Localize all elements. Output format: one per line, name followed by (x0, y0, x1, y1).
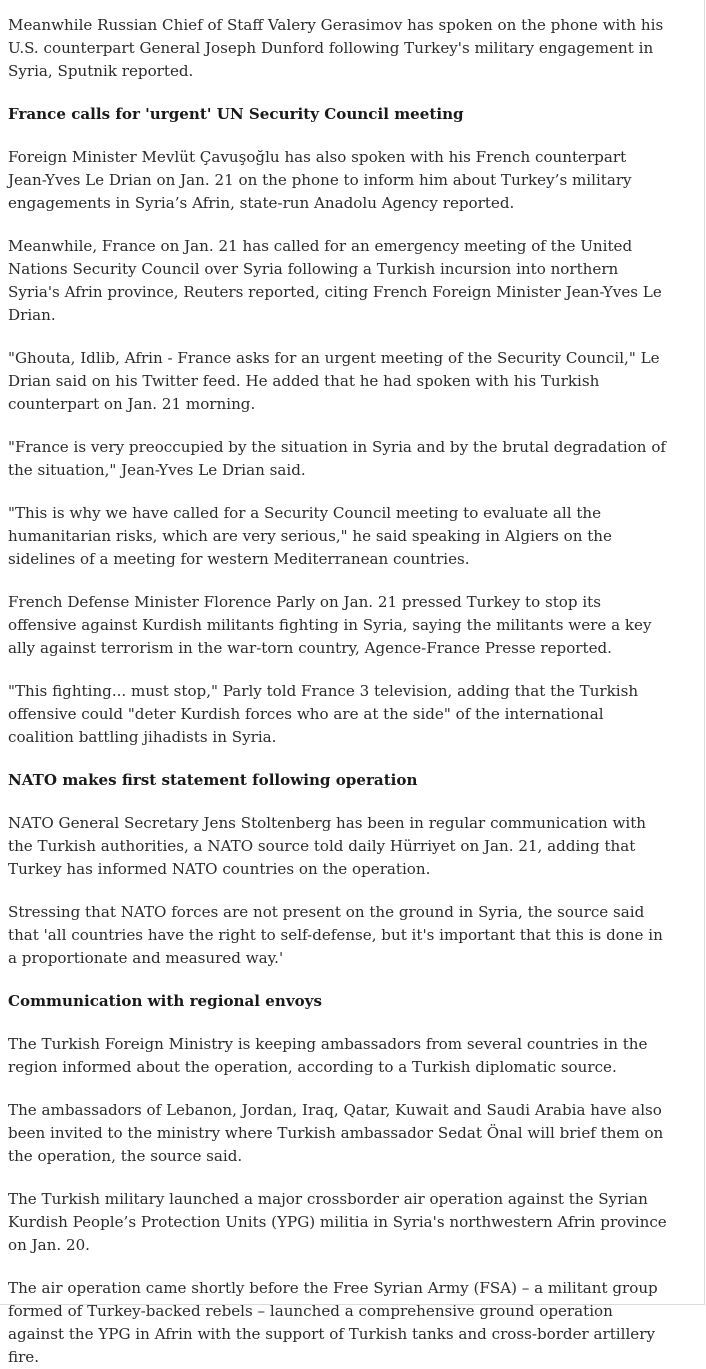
paragraph-foreign-ministry: The Turkish Foreign Ministry is keeping ambassadors from several countries in the region informed about the operation, according to a Turkish diplomatic source. (8, 1035, 648, 1076)
paragraph-stoltenberg: NATO General Secretary Jens Stoltenberg has been in regular communication with the Turkish authorities, a NATO source told daily Hürriyet on Jan. 21, adding that Turkey has informed NATO countries on the operation. (8, 814, 646, 878)
subheading-regional-envoys: Communication with regional envoys (8, 992, 322, 1010)
paragraph-le-drian-quote: "France is very preoccupied by the situation in Syria and by the brutal degradation of the situation," Jean-Yves Le Drian said. (8, 438, 667, 479)
subheading-france-un-meeting: France calls for 'urgent' UN Security Council meeting (8, 105, 464, 123)
paragraph-algiers-quote: "This is why we have called for a Security Council meeting to evaluate all the humanitarian risks, which are very serious," he said speaking in Algiers on the sidelines of a meeting for western Mediterranean countries. (8, 504, 612, 568)
subheading-nato-statement: NATO makes first statement following operation (8, 771, 418, 789)
paragraph-fsa-ground-operation: The air operation came shortly before the Free Syrian Army (FSA) – a militant group formed of Turkey-backed rebels – launched a comprehensive ground operation against the YPG in Afrin with the support of Turkish tanks and cross-border artillery fire. (8, 1279, 658, 1366)
paragraph-le-drian-twitter: "Ghouta, Idlib, Afrin - France asks for an urgent meeting of the Security Council," Le Drian said on his Twitter feed. He added that he had spoken with his Turkish counterpart on Jan. 21 morning. (8, 349, 660, 413)
paragraph-parly-quote: "This fighting... must stop," Parly told France 3 television, adding that the Turkish offensive could "deter Kurdish forces who are at the side" of the international coalition battling jihadists in Syria. (8, 682, 639, 746)
paragraph-parly-offensive: French Defense Minister Florence Parly on Jan. 21 pressed Turkey to stop its offensive against Kurdish militants fighting in Syria, saying the militants were a key ally against terrorism in the war-torn country, Agence-France Presse reported. (8, 593, 652, 657)
paragraph-nato-self-defense: Stressing that NATO forces are not present on the ground in Syria, the source said that 'all countries have the right to self-defense, but it's important that this is done in a proportionate and measured way.' (8, 903, 663, 967)
paragraph-ambassadors: The ambassadors of Lebanon, Jordan, Iraq, Qatar, Kuwait and Saudi Arabia have also been invited to the ministry where Turkish ambassador Sedat Önal will brief them on the operation, the source said. (8, 1101, 664, 1165)
paragraph-cavusoglu-call: Foreign Minister Mevlüt Çavuşoğlu has also spoken with his French counterpart Jean-Yves Le Drian on Jan. 21 on the phone to inform him about Turkey’s military engagements in Syria’s Afrin, state-run Anadolu Agency reported. (8, 148, 632, 212)
paragraph-gerasimov-call: Meanwhile Russian Chief of Staff Valery Gerasimov has spoken on the phone with his U.S. counterpart General Joseph Dunford following Turkey's military engagement in Syria, Sputnik reported. (8, 16, 664, 80)
paragraph-air-operation: The Turkish military launched a major crossborder air operation against the Syrian Kurdish People’s Protection Units (YPG) militia in Syria's northwestern Afrin province on Jan. 20. (8, 1190, 667, 1254)
paragraph-france-emergency-meeting: Meanwhile, France on Jan. 21 has called for an emergency meeting of the United Nations Security Council over Syria following a Turkish incursion into northern Syria's Afrin province, Reuters reported, citing French Foreign Minister Jean-Yves Le Drian. (8, 237, 662, 324)
